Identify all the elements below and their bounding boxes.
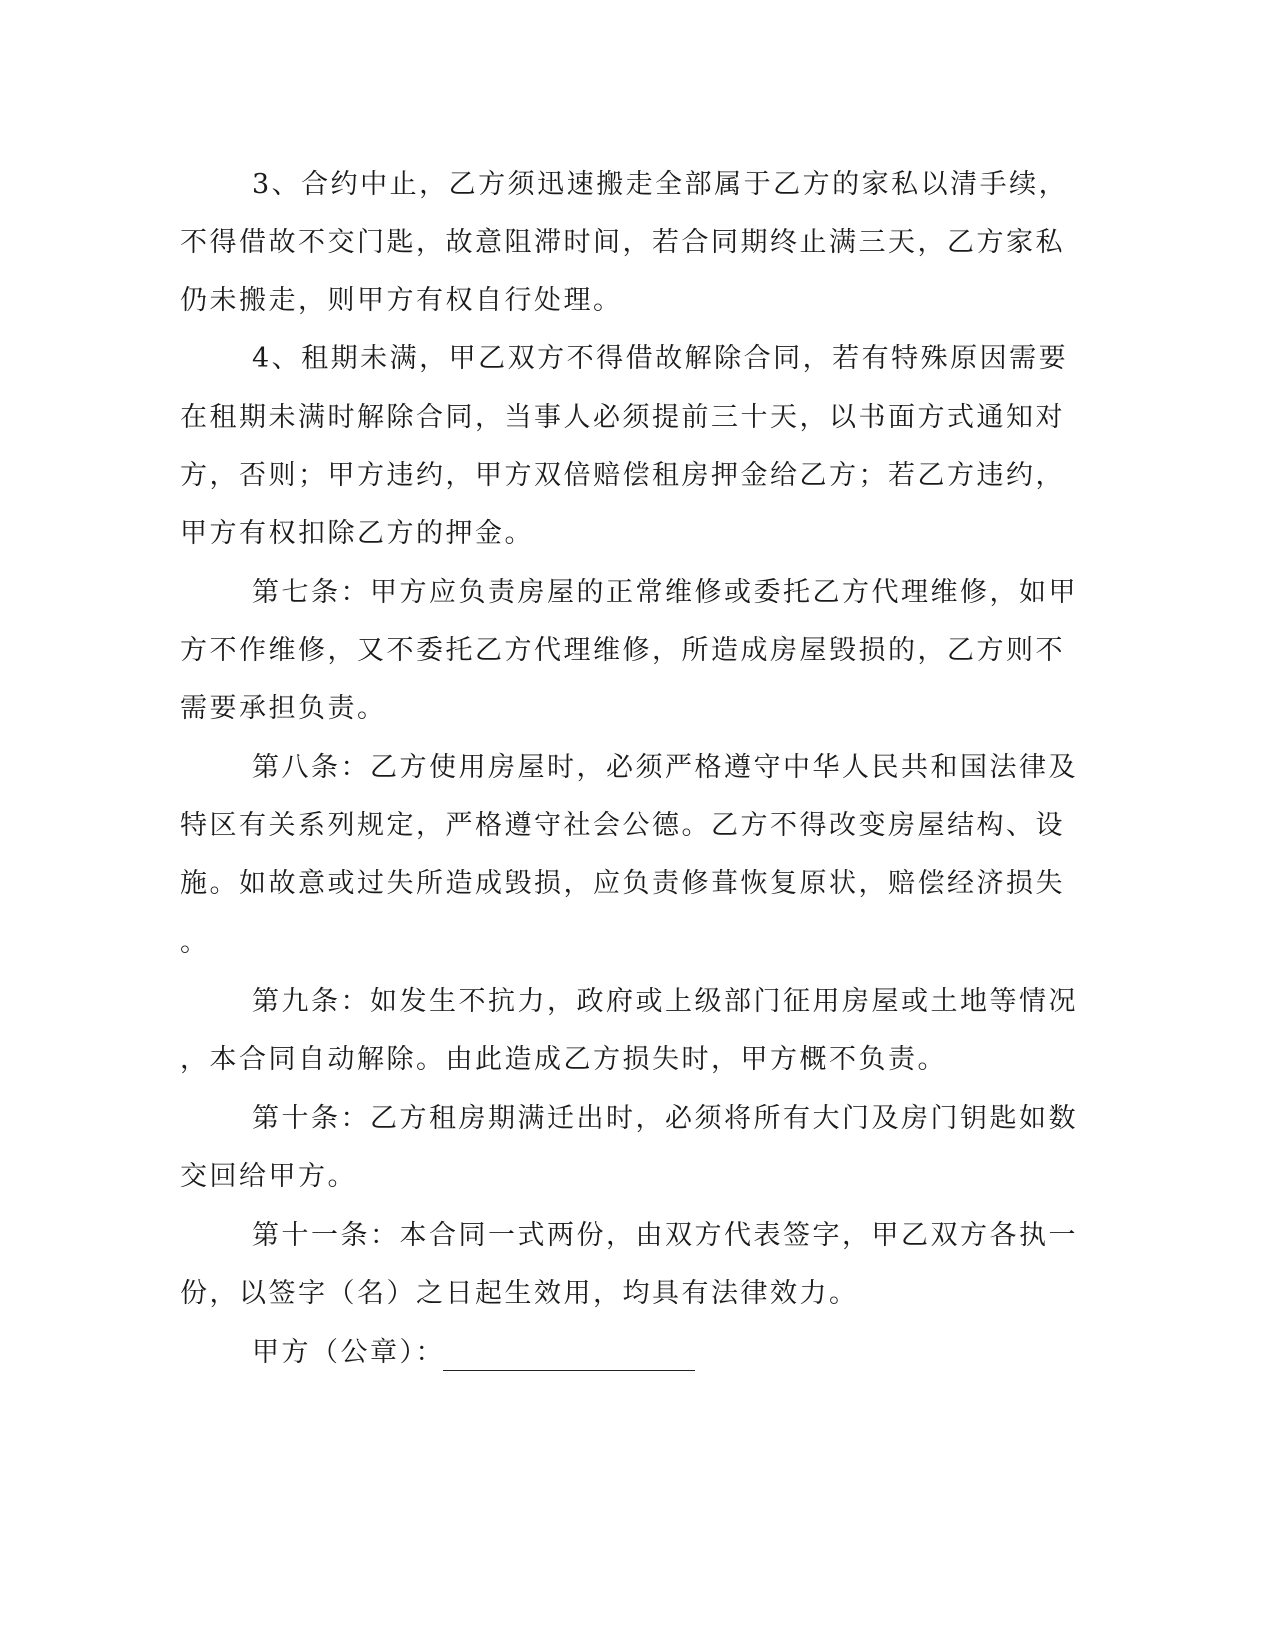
article-8-line-2: 特区有关系列规定，严格遵守社会公德。乙方不得改变房屋结构、设 [180,810,1065,841]
article-8-line-3: 施。如故意或过失所造成毁损，应负责修葺恢复原状，赔偿经济损失 [180,868,1065,899]
article-10-line-2: 交回给甲方。 [180,1161,357,1192]
article-9-line-2: ，本合同自动解除。由此造成乙方损失时，甲方概不负责。 [180,1044,947,1075]
article-11-line-1: 第十一条：本合同一式两份，由双方代表签字，甲乙双方各执一 [252,1220,1078,1251]
clause-4-line-4: 甲方有权扣除乙方的押金。 [180,518,534,549]
clause-4-line-3: 方，否则；甲方违约，甲方双倍赔偿租房押金给乙方；若乙方违约， [180,460,1065,491]
article-11-line-2: 份，以签字（名）之日起生效用，均具有法律效力。 [180,1278,859,1309]
clause-3-line-3: 仍未搬走，则甲方有权自行处理。 [180,285,623,316]
clause-4-line-2: 在租期未满时解除合同，当事人必须提前三十天，以书面方式通知对 [180,402,1065,433]
clause-3-line-2: 不得借故不交门匙，故意阻滞时间，若合同期终止满三天，乙方家私 [180,227,1065,258]
article-8-line-4: 。 [180,927,210,958]
article-7-line-2: 方不作维修，又不委托乙方代理维修，所造成房屋毁损的，乙方则不 [180,635,1065,666]
party-a-signature-line [443,1370,695,1371]
article-9-line-1: 第九条：如发生不抗力，政府或上级部门征用房屋或土地等情况 [252,986,1078,1017]
article-7-line-1: 第七条：甲方应负责房屋的正常维修或委托乙方代理维修，如甲 [252,577,1078,608]
clause-4-line-1: 4、租期未满，甲乙双方不得借故解除合同，若有特殊原因需要 [252,343,1069,374]
clause-3-line-1: 3、合约中止，乙方须迅速搬走全部属于乙方的家私以清手续， [252,169,1069,200]
party-a-seal-label: 甲方（公章）： [252,1337,445,1368]
article-7-line-3: 需要承担负责。 [180,693,387,724]
article-10-line-1: 第十条：乙方租房期满迁出时，必须将所有大门及房门钥匙如数 [252,1103,1078,1134]
article-8-line-1: 第八条：乙方使用房屋时，必须严格遵守中华人民共和国法律及 [252,752,1078,783]
